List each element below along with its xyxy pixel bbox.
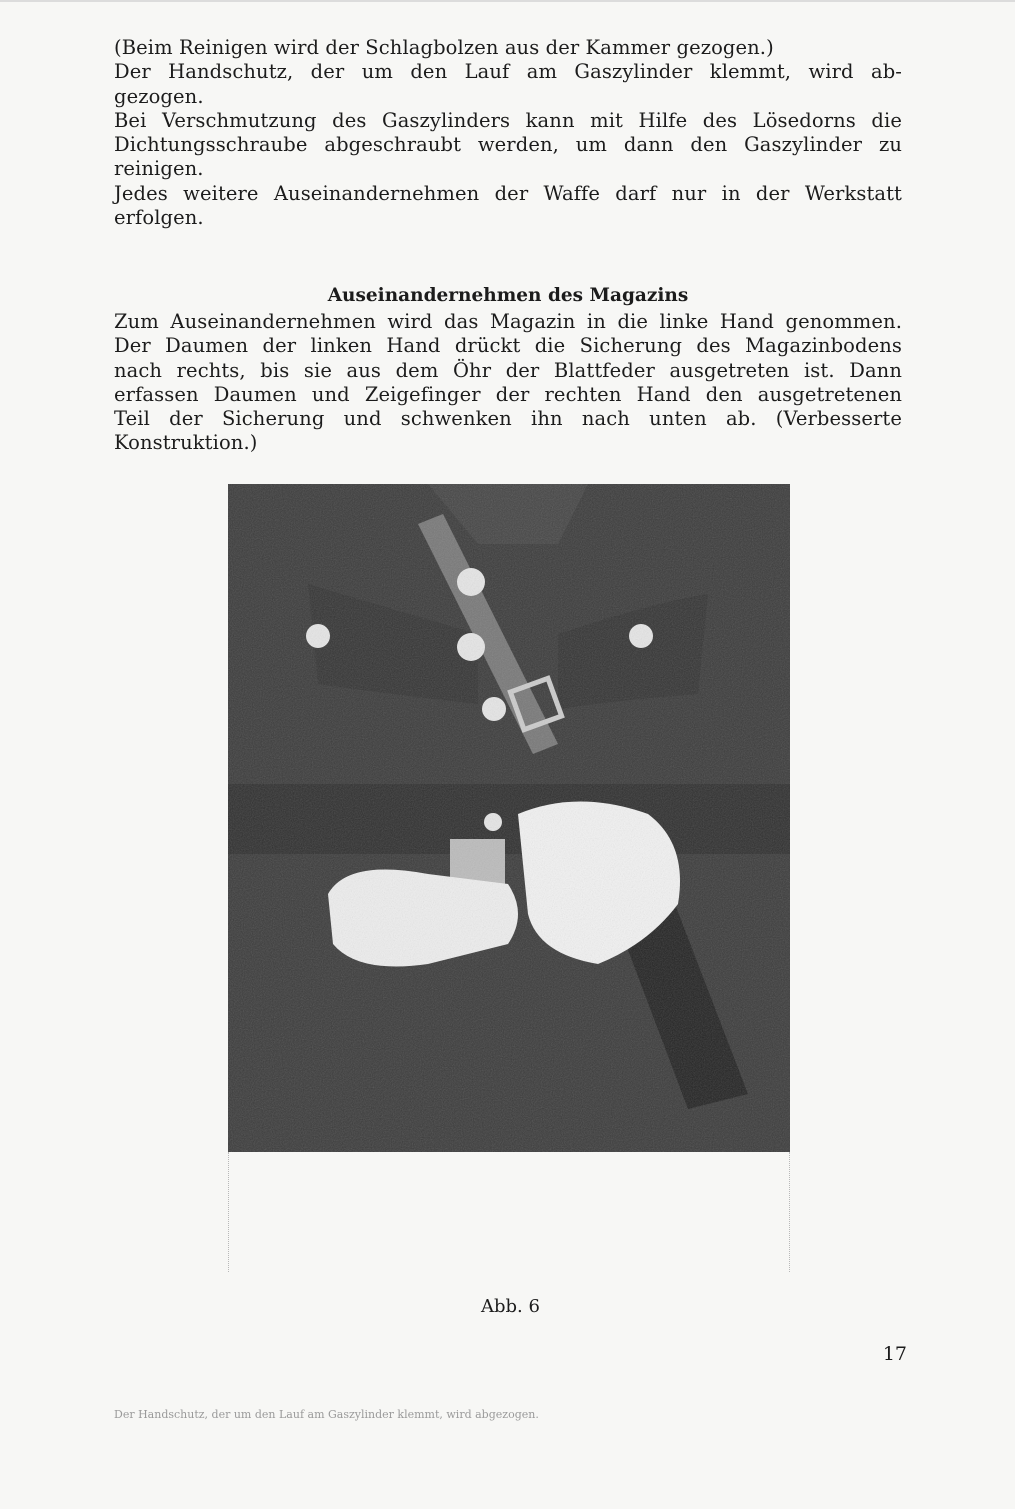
section-line-1: Zum Auseinandernehmen wird das Magazin in die linke Hand genommen. bbox=[114, 310, 902, 333]
section-text-block bbox=[114, 310, 902, 456]
section-line-2: Der Daumen der linken Hand drückt die Sicherung des Magazinbodens bbox=[114, 334, 902, 358]
figure-caption: Abb. 6 bbox=[481, 1296, 540, 1317]
paragraph-handschutz-line-2: gezogen. bbox=[114, 84, 204, 108]
photo-bleed-margin bbox=[228, 1152, 790, 1272]
paragraph-handschutz-line-1: Der Handschutz, der um den Lauf am Gaszylinder klemmt, wird ab- bbox=[114, 60, 902, 84]
section-heading: Auseinandernehmen des Magazins bbox=[327, 285, 689, 306]
page-number: 17 bbox=[882, 1343, 907, 1365]
paragraph-werkstatt-line-1: Jedes weitere Auseinandernehmen der Waffe darf nur in der Werkstatt bbox=[114, 181, 902, 205]
paragraph-werkstatt-line-2: erfolgen. bbox=[114, 206, 204, 230]
paragraph-handschutz-full-text: Der Handschutz, der um den Lauf am Gaszylinder klemmt, wird abgezogen. bbox=[114, 1408, 539, 1421]
page-edge bbox=[0, 0, 1015, 2]
section-line-3: nach rechts, bis sie aus dem Öhr der Blattfeder ausgetreten ist. Dann bbox=[114, 358, 902, 382]
paragraph-cleaning-note: (Beim Reinigen wird der Schlagbolzen aus der Kammer gezogen.) bbox=[114, 36, 774, 59]
section-line-4: erfassen Daumen und Zeigefinger der rechten Hand den ausgetretenen bbox=[114, 382, 902, 406]
photo-grain bbox=[228, 484, 790, 1152]
intro-text-block bbox=[114, 36, 902, 230]
photo-illustration bbox=[228, 484, 790, 1152]
paragraph-gaszylinder-line-3: reinigen. bbox=[114, 157, 204, 181]
section-line-6: Konstruktion.) bbox=[114, 431, 258, 455]
paragraph-gaszylinder-line-1: Bei Verschmutzung des Gaszylinders kann mit Hilfe des Lösedorns die bbox=[114, 108, 902, 132]
paragraph-gaszylinder-line-2: Dichtungsschraube abgeschraubt werden, um dann den Gaszylinder zu bbox=[114, 133, 902, 157]
section-line-5: Teil der Sicherung und schwenken ihn nach unten ab. (Verbesserte bbox=[114, 407, 902, 431]
figure-photo bbox=[228, 484, 790, 1152]
